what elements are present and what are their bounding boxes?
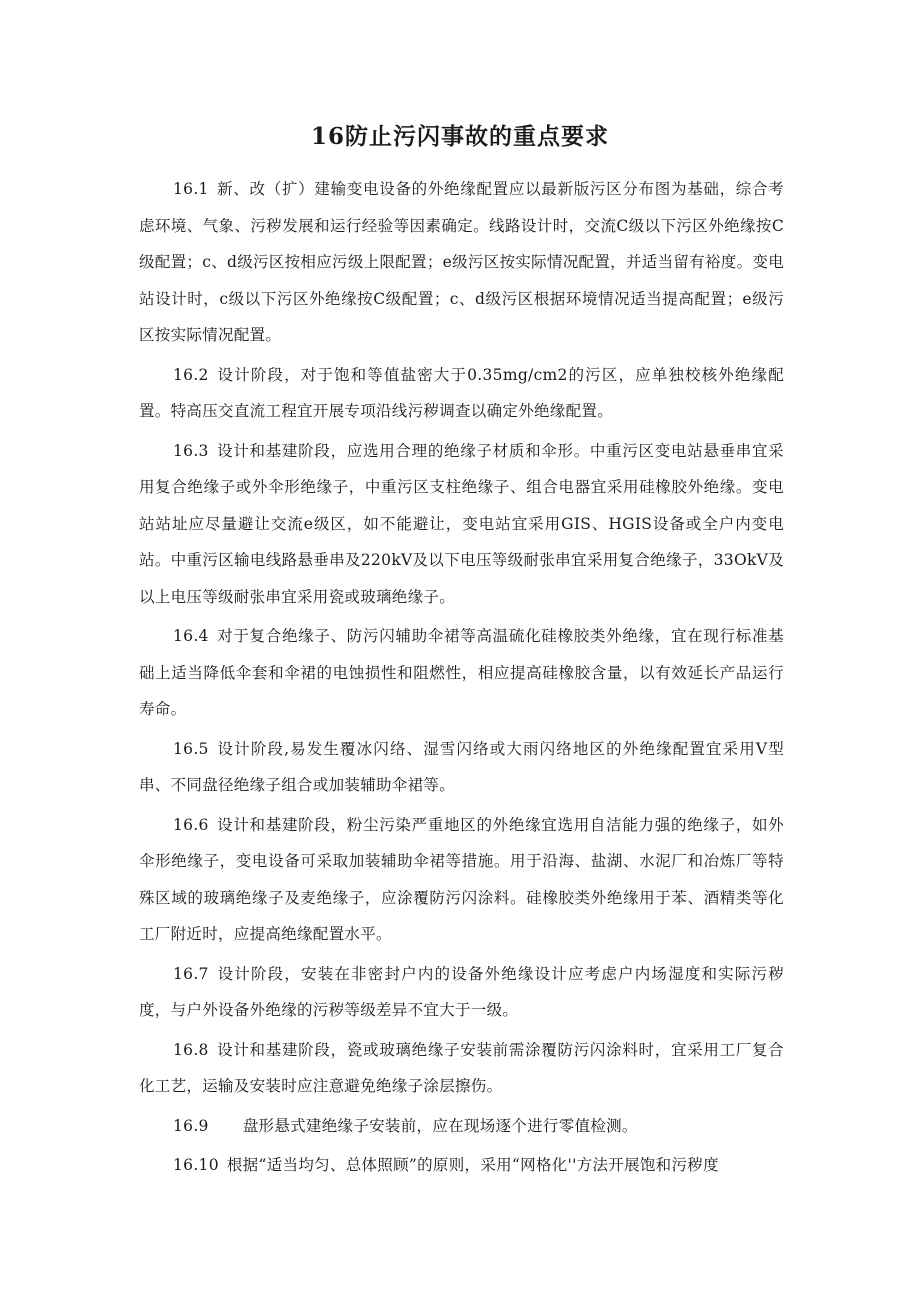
paragraph-16-3 [139, 433, 784, 616]
clause-text: 新、改（扩）建输变电设备的外绝缘配置应以最新版污区分布图为基础，综合考虑环境、气象、污秽发展和运行经验等因素确定。线路设计时，交流C级以下污区外绝缘按C级配置；c、d级污区按相应污级上限配置；e级污区按实际情况配置，并适当留有裕度。变电站设计时，c级以下污区外绝缘按C级配置；c、d级污区根据环境情况适当提高配置；e级污区按实际情况配置。 [139, 180, 784, 344]
paragraph-16-8 [139, 1032, 784, 1105]
clause-number: 16.1 [173, 180, 209, 198]
clause-number: 16.5 [173, 739, 209, 758]
clause-number: 16.4 [173, 627, 209, 645]
page-title: 16防止污闪事故的重点要求 [310, 123, 609, 150]
paragraph-16-6 [139, 807, 784, 953]
clause-number: 16.10 [173, 1156, 219, 1174]
clause-text: 设计阶段，对于饱和等值盐密大于0.35mg/cm2的污区，应单独校核外绝缘配置。特高压交直流工程宜开展专项沿线污秽调查以确定外绝缘配置。 [139, 365, 784, 420]
clause-number: 16.9 [173, 1116, 209, 1135]
clause-number: 16.6 [173, 815, 209, 834]
document-body [139, 171, 784, 1187]
paragraph-16-1 [139, 171, 784, 354]
clause-number: 16.8 [173, 1040, 209, 1059]
paragraph-16-5 [139, 731, 784, 804]
clause-text: 对于复合绝缘子、防污闪辅助伞裙等高温硫化硅橡胶类外绝缘，宜在现行标准基础上适当降低伞套和伞裙的电蚀损性和阻燃性，相应提高硅橡胶含量，以有效延长产品运行寿命。 [139, 627, 784, 718]
clause-text: 设计和基建阶段，应选用合理的绝缘子材质和伞形。中重污区变电站悬垂串宜采用复合绝缘子或外伞形绝缘子，中重污区支柱绝缘子、组合电器宜采用硅橡胶外绝缘。变电站站址应尽量避让交流e级区，如不能避让，变电站宜采用GIS、HGIS设备或全户内变电站。中重污区输电线路悬垂串及220kV及以下电压等级耐张串宜采用复合绝缘子，33OkV及以上电压等级耐张串宜采用瓷或玻璃绝缘子。 [139, 441, 784, 606]
paragraph-16-4 [139, 618, 784, 728]
clause-text: 盘形悬式建绝缘子安装前，应在现场逐个进行零值检测。 [242, 1116, 638, 1135]
clause-number: 16.3 [173, 441, 209, 460]
clause-text: 设计和基建阶段，瓷或玻璃绝缘子安装前需涂覆防污闪涂料时，宜采用工厂复合化工艺，运输及安装时应注意避免绝缘子涂层擦伤。 [139, 1040, 784, 1095]
paragraph-16-7 [139, 956, 784, 1029]
clause-text: 设计和基建阶段，粉尘污染严重地区的外绝缘宜选用自洁能力强的绝缘子，如外伞形绝缘子，变电设备可采取加装辅助伞裙等措施。用于沿海、盐湖、水泥厂和冶炼厂等特殊区域的玻璃绝缘子及麦绝缘子，应涂覆防污闪涂料。硅橡胶类外绝缘用于苯、酒精类等化工厂附近时，应提高绝缘配置水平。 [139, 815, 784, 943]
clause-text: 设计阶段，安装在非密封户内的设备外绝缘设计应考虑户内场湿度和实际污秽度，与户外设备外绝缘的污秽等级差异不宜大于一级。 [139, 964, 784, 1019]
paragraph-16-9 [139, 1108, 784, 1145]
clause-number: 16.2 [173, 365, 209, 384]
paragraph-16-10 [139, 1147, 784, 1184]
paragraph-16-2 [139, 357, 784, 430]
clause-text: 设计阶段,易发生覆冰闪络、湿雪闪络或大雨闪络地区的外绝缘配置宜采用V型串、不同盘径绝缘子组合或加装辅助伞裙等。 [139, 739, 784, 794]
clause-text: 根据“适当均匀、总体照顾”的原则，采用“网格化''方法开展饱和污秽度 [226, 1156, 719, 1174]
clause-number: 16.7 [173, 964, 209, 983]
